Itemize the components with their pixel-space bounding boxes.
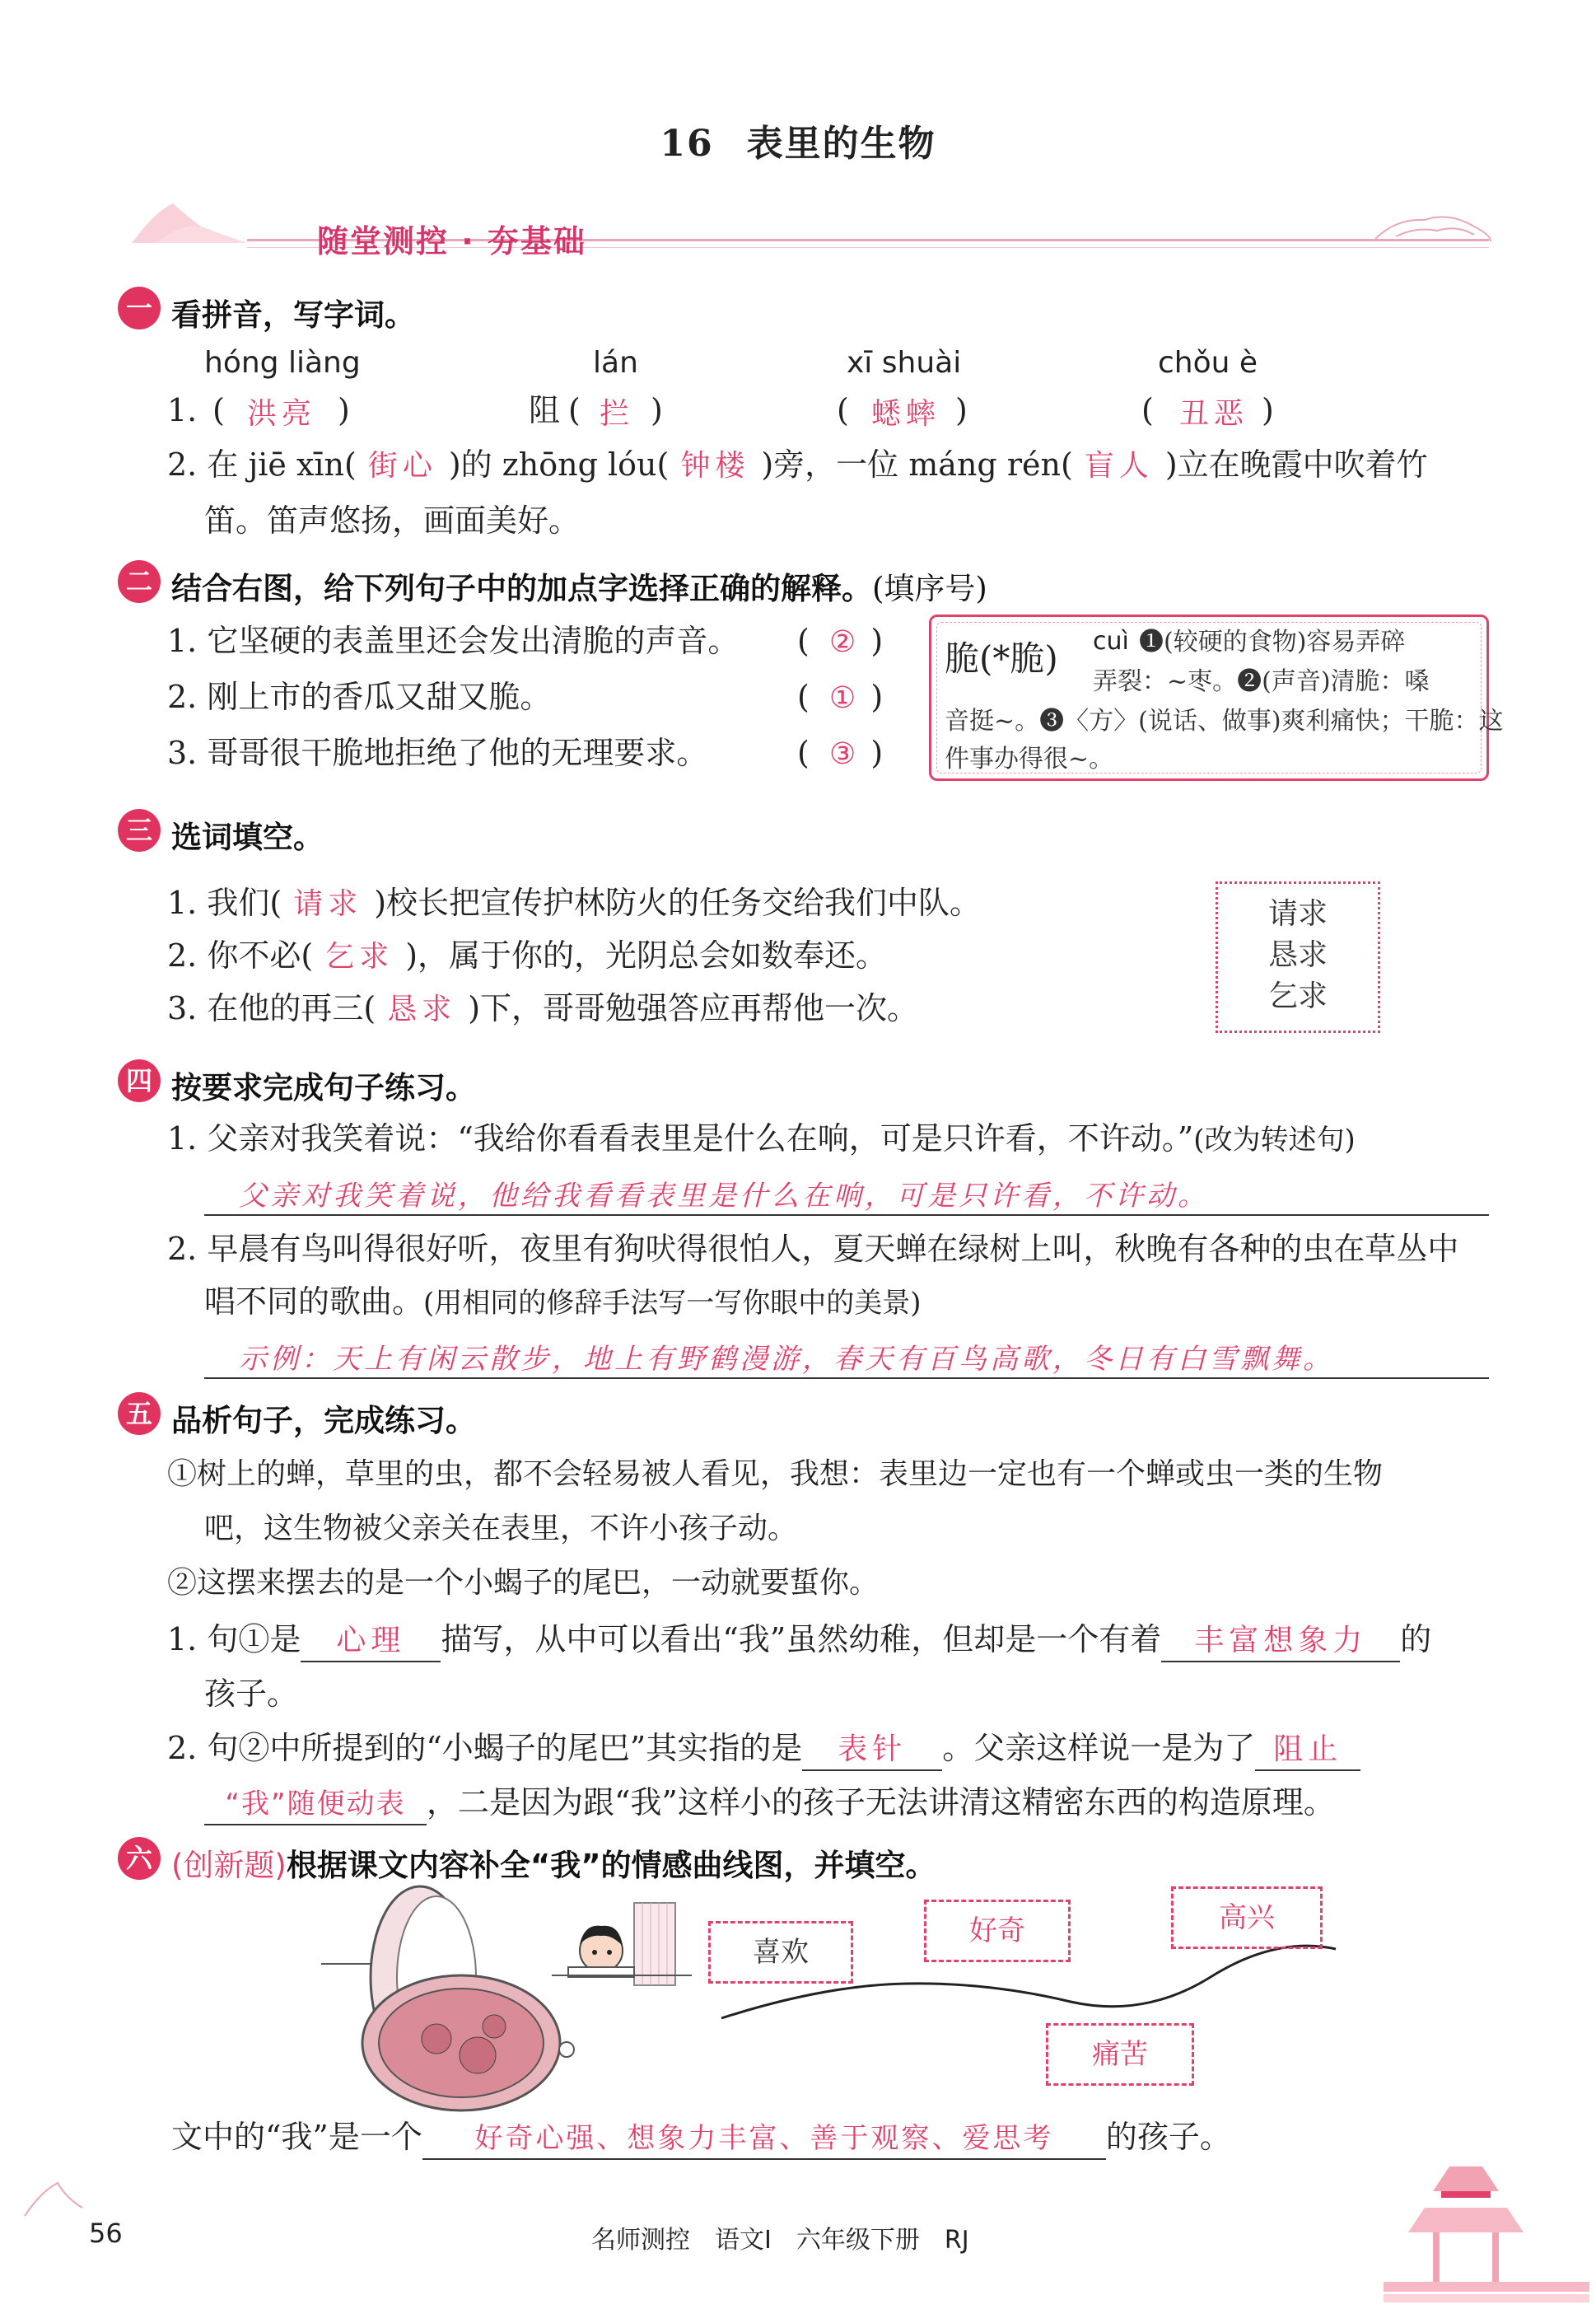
dictionary-line-2: 弄裂：~枣。❷(声音)清脆：嗓 bbox=[1093, 667, 1430, 696]
s3-item-1-pre: 我们( bbox=[207, 885, 282, 921]
word-choice-1: 请求 bbox=[1267, 897, 1328, 931]
s5-q1-line2: 孩子。 bbox=[204, 1676, 299, 1712]
answer-lan: 拦 bbox=[600, 397, 635, 431]
section-title-5: 品析句子，完成练习。 bbox=[171, 1403, 476, 1438]
s3-answer-1: 请求 bbox=[293, 887, 363, 921]
paren-close: ) bbox=[955, 392, 968, 428]
section-badge-6: 六 bbox=[118, 1837, 161, 1880]
s2-item-3 bbox=[167, 733, 707, 773]
s5-q2-line2 bbox=[204, 1783, 1335, 1825]
s2-item-2 bbox=[167, 677, 551, 717]
section-badge-5: 五 bbox=[118, 1392, 161, 1435]
paren-close: ) bbox=[651, 392, 663, 428]
s5-passage-1-line2: 吧，这生物被父亲关在表里，不许小孩子动。 bbox=[204, 1512, 798, 1545]
section-badge-3: 三 bbox=[118, 809, 161, 852]
s2-answer-1-value: ② bbox=[828, 625, 861, 659]
emotion-box-happy: 高兴 bbox=[1171, 1886, 1323, 1949]
s5-q1-a: 句①是 bbox=[207, 1621, 301, 1657]
section-banner: 随堂测控 · 夯基础 bbox=[317, 223, 586, 259]
word-choice-3: 乞求 bbox=[1267, 979, 1328, 1013]
section-title-3: 选词填空。 bbox=[171, 820, 324, 855]
s5-q1-num: 1. bbox=[167, 1621, 198, 1657]
s2-item-2-num: 2. bbox=[167, 679, 198, 715]
s4-q1-text: 父亲对我笑着说：“我给你看看表里是什么在响，可是只许看，不许动。” bbox=[207, 1120, 1194, 1157]
dictionary-headword: 脆(*脆) bbox=[945, 638, 1058, 679]
s6-fill-answer: 好奇心强、想象力丰富、善于观察、爱思考 bbox=[422, 2119, 1106, 2160]
dictionary-line-4: 件事办得很~。 bbox=[945, 745, 1114, 774]
s5-passage-1-line1: ①树上的蝉，草里的虫，都不会轻易被人看见，我想：表里边一定也有一个蝉或虫一类的生物 bbox=[167, 1457, 1384, 1491]
s4-q2-line2 bbox=[204, 1282, 922, 1323]
paren-open: ( bbox=[212, 392, 225, 428]
s4-q2-num: 2. bbox=[167, 1231, 198, 1267]
s3-item-3 bbox=[167, 989, 918, 1030]
section-title-2 bbox=[171, 563, 987, 608]
s5-q2-line1 bbox=[167, 1728, 1360, 1771]
pinyin-2: lán bbox=[593, 346, 638, 380]
corner-decoration bbox=[16, 2175, 115, 2224]
lan-prefix: 阻 bbox=[529, 392, 561, 428]
s2-answer-1: ( ② ) bbox=[797, 623, 884, 659]
q2-number: 2. bbox=[167, 446, 198, 483]
s5-q2-num: 2. bbox=[167, 1730, 198, 1766]
s3-answer-2: 乞求 bbox=[324, 940, 394, 974]
paren-close: ) bbox=[1262, 392, 1274, 428]
s2-item-1 bbox=[167, 621, 739, 661]
s5-q2-b: 。父亲这样说一是为了 bbox=[942, 1730, 1256, 1766]
lesson-title-text: 表里的生物 bbox=[746, 123, 936, 165]
s5-q2-c: ，二是因为跟“我”这样小的孩子无法讲清这精密东西的构造原理。 bbox=[427, 1784, 1335, 1821]
s2-answer-3: ( ③ ) bbox=[797, 735, 884, 771]
s5-q1-c: 的 bbox=[1400, 1621, 1432, 1657]
section-badge-4: 四 bbox=[118, 1059, 161, 1102]
s4-q1 bbox=[167, 1119, 1356, 1160]
s5-q1-answer-2: 丰富想象力 bbox=[1161, 1621, 1400, 1662]
s2-item-1-text: 它坚硬的表盖里还会发出清脆的声音。 bbox=[207, 623, 740, 659]
section-title-4: 按要求完成句子练习。 bbox=[171, 1070, 476, 1105]
section-title-2-text: 结合右图，给下列句子中的加点字选择正确的解释。 bbox=[171, 571, 872, 606]
s4-q2-answer: 示例：天上有闲云散步，地上有野鹤漫游，春天有百鸟高歌，冬日有白雪飘舞。 bbox=[239, 1343, 1334, 1376]
s3-item-2-num: 2. bbox=[167, 937, 198, 974]
s3-item-1-num: 1. bbox=[167, 885, 198, 921]
q2-part1: 在 jiē xīn( bbox=[207, 446, 357, 483]
s5-q1-b: 描写，从中可以看出“我”虽然幼稚，但却是一个有着 bbox=[441, 1621, 1162, 1657]
s2-answer-2-value: ① bbox=[828, 681, 861, 715]
footer-text: 名师测控 语文Ⅰ 六年级下册 RJ bbox=[591, 2226, 969, 2255]
s5-q1-answer-1: 心理 bbox=[301, 1621, 441, 1662]
lesson-title bbox=[0, 114, 1596, 166]
lesson-number: 16 bbox=[660, 123, 714, 165]
s4-q1-num: 1. bbox=[167, 1120, 198, 1157]
q2-line1 bbox=[167, 445, 1428, 486]
s5-q2-answer-2b: “我”随便动表 bbox=[204, 1784, 427, 1825]
s3-item-1-post: )校长把宣传护林防火的任务交给我们中队。 bbox=[374, 885, 982, 921]
answer-honglaing: 洪亮 bbox=[247, 397, 317, 431]
s2-item-1-num: 1. bbox=[167, 623, 198, 659]
pinyin-3: xī shuài bbox=[847, 346, 962, 380]
paren-open: ( bbox=[1141, 392, 1154, 428]
answer-jiexin: 街心 bbox=[367, 449, 437, 483]
s2-answer-3-value: ③ bbox=[828, 737, 861, 771]
paren-open: ( bbox=[568, 392, 581, 428]
s3-item-2-post: )，属于你的，光阴总会如数奉还。 bbox=[405, 937, 888, 974]
dictionary-line-1: ❶(较硬的食物)容易弄碎 bbox=[1139, 628, 1406, 657]
innovation-tag: (创新题) bbox=[171, 1848, 287, 1883]
word-choice-2: 恳求 bbox=[1267, 938, 1328, 972]
emotion-box-curious: 好奇 bbox=[924, 1900, 1071, 1962]
dictionary-box bbox=[929, 615, 1504, 781]
section-title-2-note: (填序号) bbox=[872, 571, 987, 606]
s4-q1-answer: 父亲对我笑着说，他给我看看表里是什么在响，可是只许看，不许动。 bbox=[239, 1180, 1209, 1213]
s5-q1-line1 bbox=[167, 1620, 1431, 1662]
answer-line bbox=[204, 1214, 1489, 1216]
s3-item-2-pre: 你不必( bbox=[207, 937, 314, 974]
q2-part4: )立在晚霞中吹着竹 bbox=[1164, 446, 1428, 483]
q1-number: 1. bbox=[167, 392, 198, 428]
s2-item-2-text: 刚上市的香瓜又甜又脆。 bbox=[207, 679, 552, 715]
section-badge-1: 一 bbox=[118, 287, 161, 330]
q2-line2: 笛。笛声悠扬，画面美好。 bbox=[204, 502, 581, 539]
s3-item-1 bbox=[167, 883, 981, 924]
q2-part2: )的 zhōng lóu( bbox=[448, 446, 670, 483]
s5-q2-answer-2a: 阻止 bbox=[1255, 1730, 1360, 1771]
s2-item-3-num: 3. bbox=[167, 735, 198, 771]
s6-fill-pre: 文中的“我”是一个 bbox=[171, 2119, 422, 2155]
answer-xishuai: 蟋蟀 bbox=[871, 397, 941, 431]
s3-item-3-pre: 在他的再三( bbox=[207, 990, 376, 1026]
word-choice-box bbox=[1216, 881, 1380, 1033]
pavilion-icon bbox=[1384, 2158, 1589, 2307]
pinyin-4: chǒu è bbox=[1158, 346, 1258, 380]
paren-open: ( bbox=[837, 392, 849, 428]
answer-zhonglou: 钟楼 bbox=[680, 449, 750, 483]
s4-q1-note: (改为转述句) bbox=[1193, 1124, 1356, 1157]
answer-line bbox=[204, 1377, 1489, 1379]
page-number: 56 bbox=[89, 2218, 123, 2249]
pocket-watch-illustration bbox=[321, 1878, 692, 2125]
dictionary-line-3: 音挺~。❸〈方〉(说话、做事)爽利痛快；干脆：这 bbox=[945, 707, 1504, 736]
q2-part3: )旁，一位 máng rén( bbox=[761, 446, 1073, 483]
s4-q2-note: (用相同的修辞手法写一写你眼中的美景) bbox=[423, 1287, 922, 1320]
s6-fill-sentence bbox=[171, 2117, 1231, 2160]
section-title-6-text: 根据课文内容补全“我”的情感曲线图，并填空。 bbox=[286, 1848, 936, 1883]
s3-item-3-num: 3. bbox=[167, 990, 198, 1026]
s5-q2-answer-1: 表针 bbox=[802, 1730, 942, 1771]
emotion-box-like: 喜欢 bbox=[708, 1921, 853, 1984]
s2-answer-2: ( ① ) bbox=[797, 679, 884, 715]
s4-q2-text-2: 唱不同的歌曲。 bbox=[204, 1283, 424, 1320]
section-title-1: 看拼音，写字词。 bbox=[171, 297, 415, 333]
pinyin-1: hóng liàng bbox=[204, 346, 361, 380]
s5-passage-2: ②这摆来摆去的是一个小蝎子的尾巴，一动就要蜇你。 bbox=[167, 1566, 880, 1600]
s5-q2-a: 句②中所提到的“小蝎子的尾巴”其实指的是 bbox=[207, 1730, 803, 1766]
section-badge-2: 二 bbox=[118, 560, 161, 603]
s4-q2-text: 早晨有鸟叫得很好听，夜里有狗吠得很怕人，夏天蝉在绿树上叫，秋晚有各种的虫在草丛中 bbox=[207, 1231, 1459, 1267]
dictionary-pinyin: cuì bbox=[1093, 627, 1129, 656]
paren-close: ) bbox=[338, 392, 350, 428]
s3-item-3-post: )下，哥哥勉强答应再帮他一次。 bbox=[468, 990, 919, 1026]
answer-mangren: 盲人 bbox=[1084, 449, 1154, 483]
s4-q2-line1 bbox=[167, 1229, 1458, 1269]
answer-chou-e: 丑恶 bbox=[1179, 397, 1249, 431]
s2-item-3-text: 哥哥很干脆地拒绝了他的无理要求。 bbox=[207, 735, 708, 771]
s3-answer-3: 恳求 bbox=[387, 993, 457, 1026]
s6-fill-post: 的孩子。 bbox=[1105, 2119, 1231, 2155]
emotion-box-pain: 痛苦 bbox=[1046, 2023, 1194, 2086]
s3-item-2 bbox=[167, 936, 887, 977]
